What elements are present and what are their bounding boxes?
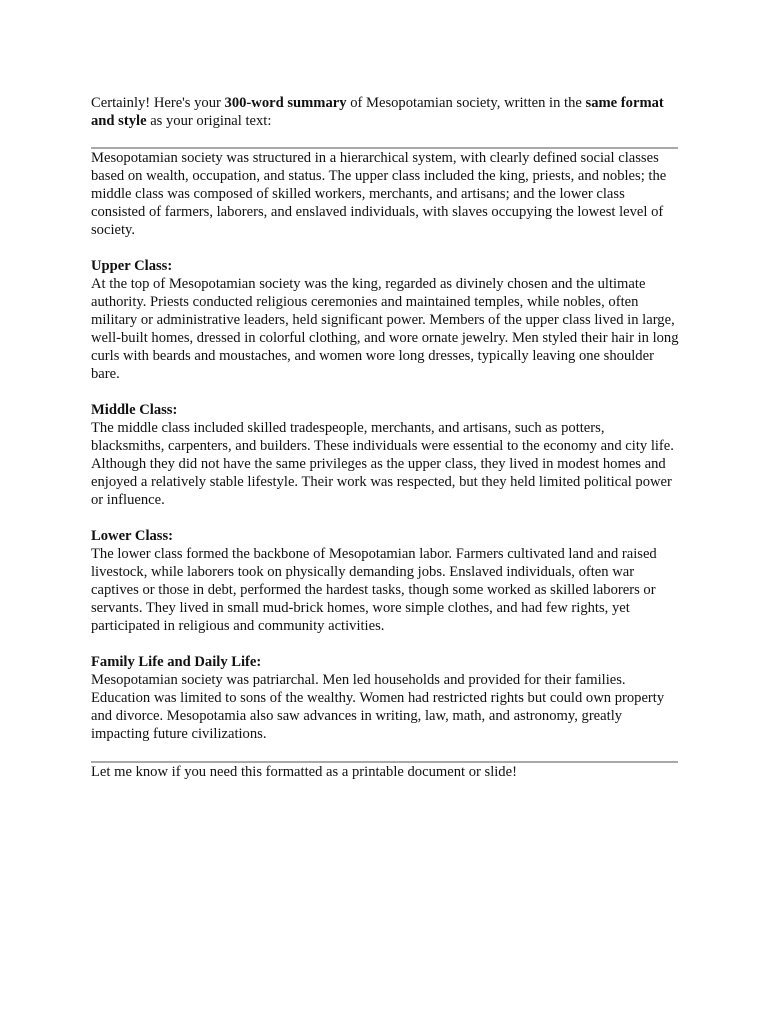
section-heading: Middle Class: — [91, 402, 178, 418]
section-heading: Lower Class: — [91, 528, 174, 544]
intro-bold-format: same format and style — [91, 95, 664, 129]
overview-paragraph: Mesopotamian society was structured in a hierarchical system, with clearly defined social classes based on wealth, occupation, and status. The upper class included the king, priests, and nobles; the middle class was composed of skilled workers, merchants, and artisans; and the lower class consisted of farmers, laborers, and enslaved individuals, with slaves occupying the lowest level of society. — [91, 150, 667, 238]
section-heading: Upper Class: — [91, 258, 173, 274]
intro-paragraph — [91, 94, 681, 130]
intro-suffix: as your original text: — [146, 113, 272, 129]
section-body: The lower class formed the backbone of Mesopotamian labor. Farmers cultivated land and raised livestock, while laborers took on physically demanding jobs. Enslaved individuals, often war captives or those in debt, performed the hardest tasks, though some worked as skilled laborers or servants. They lived in small mud-brick homes, wore simple clothes, and had few rights, yet participated in religious and community activities. — [91, 546, 657, 634]
section-lower-class — [91, 527, 681, 635]
intro-bold-word-count: 300-word summary — [224, 95, 347, 111]
intro-prefix: Certainly! Here's your — [91, 95, 225, 111]
section-body: Mesopotamian society was patriarchal. Men led households and provided for their families. Education was limited to sons of the wealthy. Women had restricted rights but could own property and divorce. Mesopotamia also saw advances in writing, law, math, and astronomy, greatly impacting future civilizations. — [91, 672, 665, 742]
section-body: At the top of Mesopotamian society was the king, regarded as divinely chosen and the ultimate authority. Priests conducted religious ceremonies and maintained temples, while nobles, often military or administrative leaders, held significant power. Members of the upper class lived in large, well-built homes, dressed in colorful clothing, and wore ornate jewelry. Men styled their hair in long curls with beards and moustaches, and women wore long dresses, typically leaving one shoulder bare. — [91, 276, 679, 382]
closing-paragraph: Let me know if you need this formatted as a printable document or slide! — [91, 764, 517, 780]
section-heading: Family Life and Daily Life: — [91, 654, 262, 670]
intro-middle: of Mesopotamian society, written in the — [346, 95, 586, 111]
section-family-life — [91, 653, 681, 743]
section-upper-class — [91, 257, 681, 383]
document-page — [91, 94, 681, 781]
section-body: The middle class included skilled tradespeople, merchants, and artisans, such as potters, blacksmiths, carpenters, and builders. These individuals were essential to the economy and city life. Although they did not have the same privileges as the upper class, they lived in modest homes and enjoyed a relatively stable lifestyle. Their work was respected, but they held limited political power or influence. — [91, 420, 674, 508]
section-middle-class — [91, 401, 681, 509]
